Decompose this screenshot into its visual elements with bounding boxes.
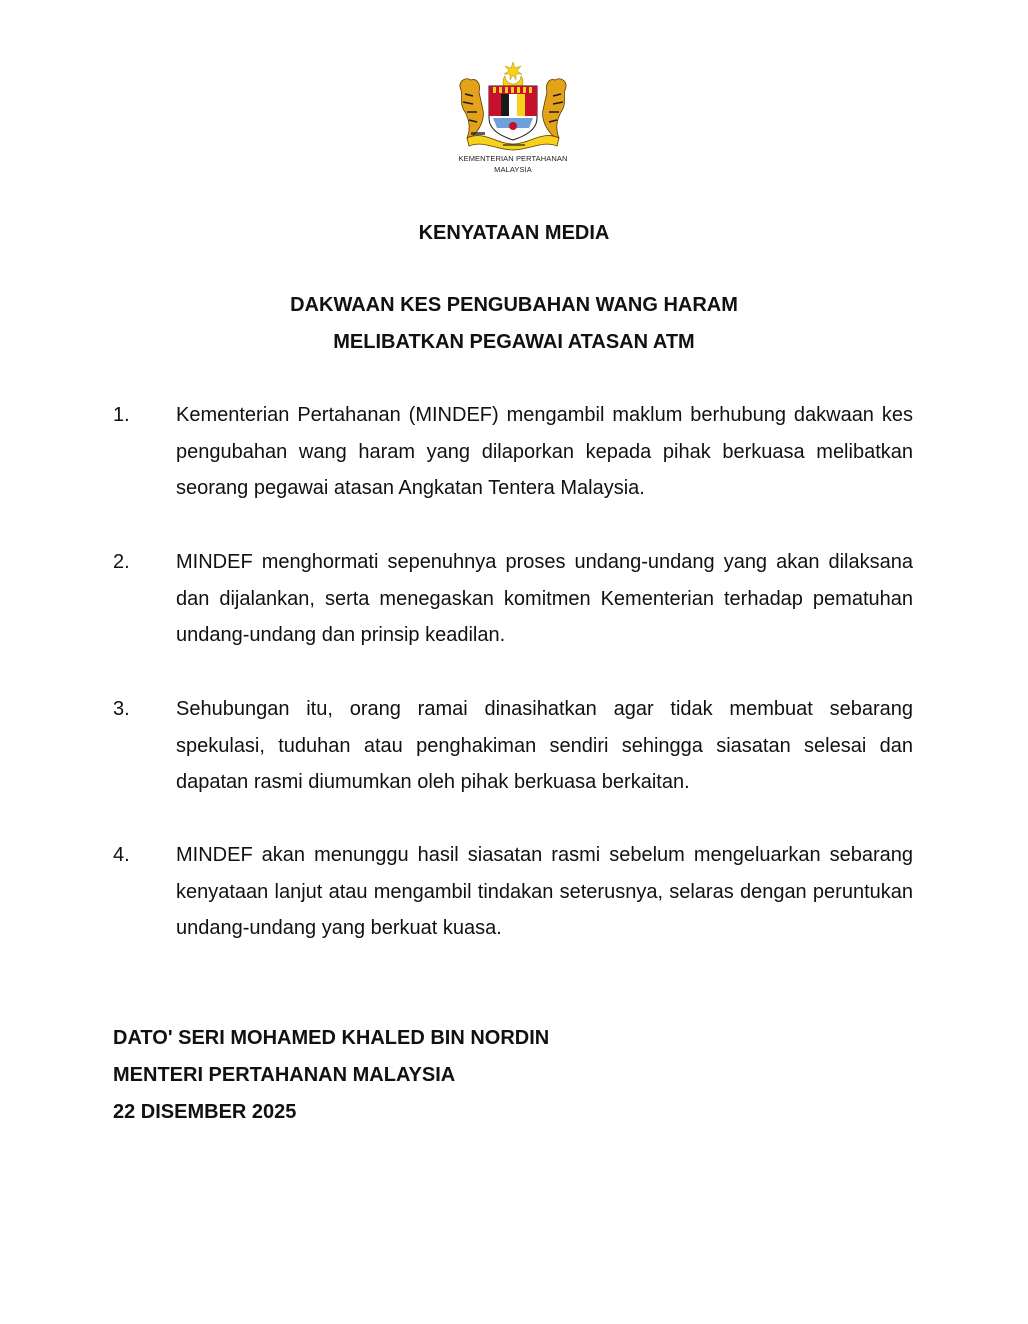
crest-caption-line2: MALAYSIA — [494, 165, 532, 174]
paragraph-number: 1. — [113, 404, 130, 426]
paragraph-number: 2. — [113, 551, 130, 573]
paragraph-text: MINDEF akan menunggu hasil siasatan rasmi sebelum mengeluarkan sebarang kenyataan lanjut atau mengambil tindakan seterusnya, selaras dengan peruntukan undang-undang yang berkuat kuasa. — [176, 844, 913, 939]
statement-title-line2: MELIBATKAN PEGAWAI ATASAN ATM — [333, 331, 695, 353]
paragraph-text: Kementerian Pertahanan (MINDEF) mengambil maklum berhubung dakwaan kes pengubahan wang haram yang dilaporkan kepada pihak berkuasa melibatkan seorang pegawai atasan Angkatan Tentera Malaysia. — [176, 404, 913, 499]
paragraph-1 — [113, 397, 913, 507]
paragraph-2 — [113, 544, 913, 654]
paragraph-text: MINDEF menghormati sepenuhnya proses undang-undang yang akan dilaksana dan dijalankan, serta menegaskan komitmen Kementerian terhadap pematuhan undang-undang dan prinsip keadilan. — [176, 551, 913, 646]
crest-caption-line1: KEMENTERIAN PERTAHANAN — [458, 154, 568, 163]
paragraph-4 — [113, 837, 913, 947]
signatory-name: DATO' SERI MOHAMED KHALED BIN NORDIN — [113, 1027, 550, 1049]
coat-of-arms-icon — [453, 60, 573, 152]
statement-title-line1: DAKWAAN KES PENGUBAHAN WANG HARAM — [290, 294, 738, 316]
statement-label: KENYATAAN MEDIA — [418, 222, 610, 244]
ministry-crest — [448, 60, 578, 174]
statement-date: 22 DISEMBER 2025 — [113, 1101, 297, 1123]
signatory-position: MENTERI PERTAHANAN MALAYSIA — [113, 1064, 456, 1086]
paragraph-number: 4. — [113, 844, 130, 866]
paragraph-text: Sehubungan itu, orang ramai dinasihatkan agar tidak membuat sebarang spekulasi, tuduhan atau penghakiman sendiri sehingga siasatan selesai dan dapatan rasmi diumumkan oleh pihak berkuasa berkaitan. — [176, 698, 913, 793]
paragraph-3 — [113, 691, 913, 801]
paragraph-number: 3. — [113, 698, 130, 720]
